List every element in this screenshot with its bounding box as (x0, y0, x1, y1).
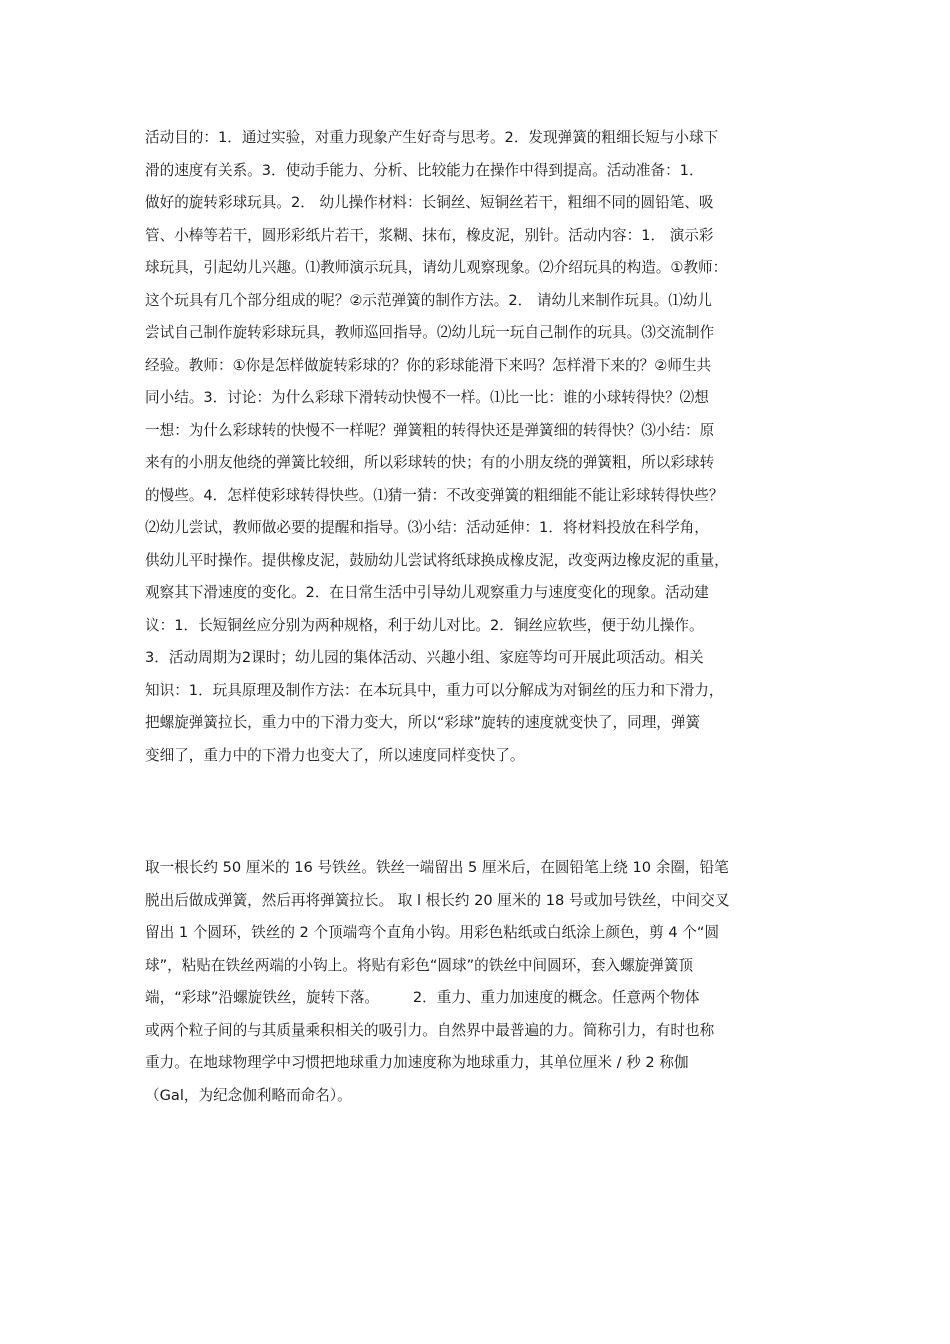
paragraph-toy-construction (145, 852, 815, 1112)
text-line: 或两个粒子间的与其质量乘积相关的吸引力。自然界中最普遍的力。简称引力，有时也称 (145, 1021, 715, 1039)
paragraph-activity-plan (145, 122, 815, 772)
text-line: 脱出后做成弹簧，然后再将弹簧拉长。 取 l 根长约 20 厘米的 18 号或加号铁丝，中间交叉 (145, 891, 730, 909)
text-line: 供幼儿平时操作。提供橡皮泥，鼓励幼儿尝试将纸球换成橡皮泥，改变两边橡皮泥的重量， (145, 551, 729, 569)
text-line: 知识：1．玩具原理及制作方法：在本玩具中，重力可以分解成为对铜丝的压力和下滑力， (145, 681, 724, 699)
text-line: 经验。教师：①你是怎样做旋转彩球的？你的彩球能滑下来吗？怎样滑下来的？②师生共 (145, 356, 712, 374)
text-line: 观察其下滑速度的变化。2．在日常生活中引导幼儿观察重力与速度变化的现象。活动建 (145, 584, 709, 601)
text-line: 重力。在地球物理学中习惯把地球重力加速度称为地球重力，其单位厘米 / 秒 2 称伽 (145, 1054, 689, 1071)
text-line: 一想：为什么彩球转的快慢不一样呢？弹簧粗的转得快还是弹簧细的转得快？⑶小结：原 (145, 421, 715, 439)
text-line: 来有的小朋友他绕的弹簧比较细，所以彩球转的快；有的小朋友绕的弹簧粗，所以彩球转 (145, 454, 715, 471)
text-line: 尝试自己制作旋转彩球玩具，教师巡回指导。⑵幼儿玩一玩自己制作的玩具。⑶交流制作 (145, 324, 715, 341)
text-line: 留出 1 个圆环，铁丝的 2 个顶端弯个直角小钩。用彩色粘纸或白纸涂上颜色，剪 4 个“圆 (145, 924, 720, 941)
text-line: 球”，粘贴在铁丝两端的小钩上。将贴有彩色“圆球”的铁丝中间圆环，套入螺旋弹簧顶 (145, 956, 694, 974)
text-line: 3．活动周期为2课时；幼儿园的集体活动、兴趣小组、家庭等均可开展此项活动。相关 (145, 649, 704, 666)
text-line: 滑的速度有关系。3．使动手能力、分析、比较能力在操作中得到提高。活动准备：1． (145, 161, 704, 179)
text-line: 议：1．长短铜丝应分别为两种规格，利于幼儿对比。2．铜丝应软些，便于幼儿操作。 (145, 616, 704, 634)
text-line: 同小结。3．讨论：为什么彩球下滑转动快慢不一样。⑴比一比：谁的小球转得快？⑵想 (145, 389, 709, 406)
text-line: （Gal，为纪念伽利略而命名）。 (145, 1086, 352, 1104)
text-line: 活动目的：1．通过实验，对重力现象产生好奇与思考。2．发现弹簧的粗细长短与小球下 (145, 129, 719, 146)
text-line: 做好的旋转彩球玩具。2． 幼儿操作材料：长铜丝、短铜丝若干，粗细不同的圆铅笔、吸 (145, 194, 714, 211)
text-line: 取一根长约 50 厘米的 16 号铁丝。铁丝一端留出 5 厘米后，在圆铅笔上绕 10 余圈，铅笔 (145, 859, 729, 876)
text-line: 这个玩具有几个部分组成的呢？②示范弹簧的制作方法。2． 请幼儿来制作玩具。⑴幼儿 (145, 291, 712, 309)
text-line: ⑵幼儿尝试，教师做必要的提醒和指导。⑶小结：活动延伸：1．将材料投放在科学角， (145, 519, 709, 536)
text-line: 管、小棒等若干，圆形彩纸片若干，浆糊、抹布，橡皮泥，别针。活动内容：1． 演示彩 (145, 226, 714, 244)
text-line: 端，“彩球”沿螺旋铁丝，旋转下落。 2．重力、重力加速度的概念。任意两个物体 (145, 989, 700, 1006)
text-line: 的慢些。4．怎样使彩球转得快些。⑴猜一猜：不改变弹簧的粗细能不能让彩球转得快些？ (145, 486, 724, 504)
text-line: 球玩具，引起幼儿兴趣。⑴教师演示玩具，请幼儿观察现象。⑵介绍玩具的构造。①教师： (145, 259, 728, 276)
text-line: 把螺旋弹簧拉长，重力中的下滑力变大，所以“彩球”旋转的速度就变快了，同理，弹簧 (145, 714, 701, 731)
text-line: 变细了，重力中的下滑力也变大了，所以速度同样变快了。 (145, 746, 525, 764)
